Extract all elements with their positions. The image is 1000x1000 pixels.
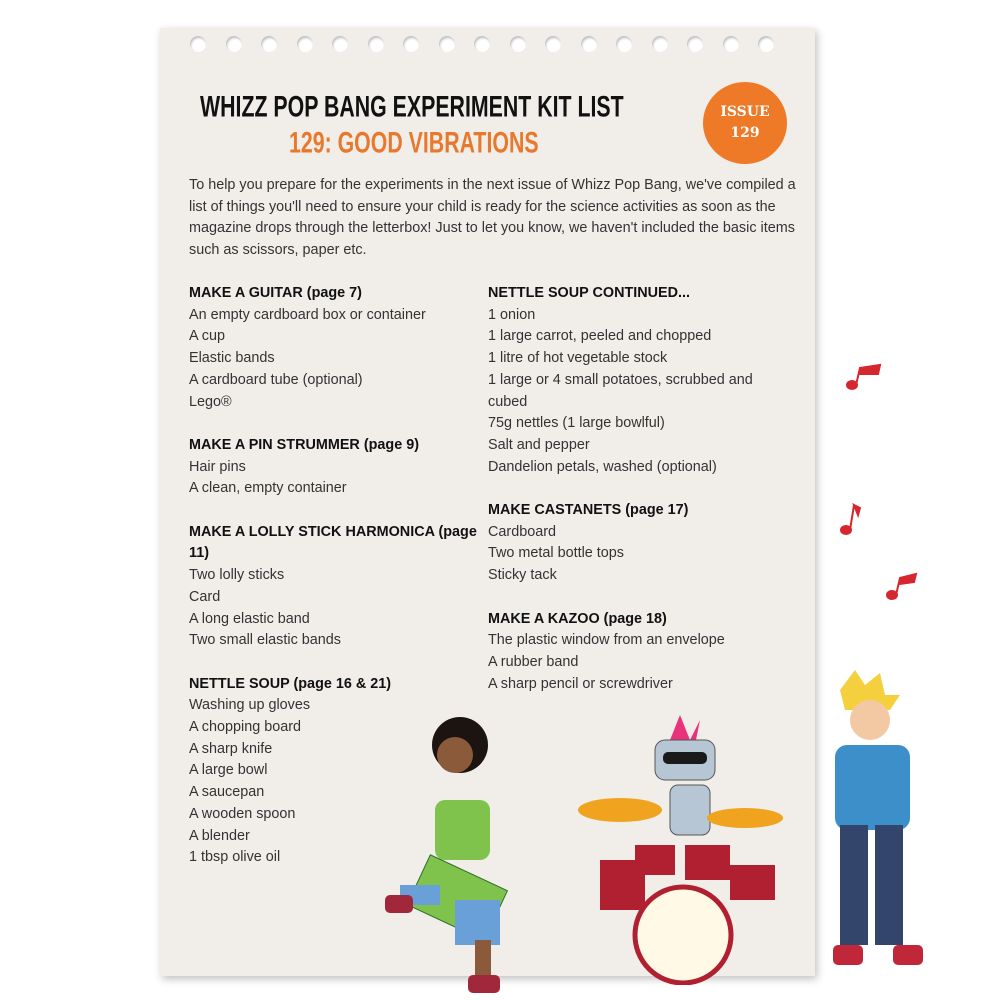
spiral-hole — [368, 36, 384, 52]
list-item: 1 onion — [488, 306, 536, 323]
right-column — [488, 283, 788, 717]
list-item: A cup — [189, 328, 226, 345]
page-subtitle: 129: GOOD VIBRATIONS — [289, 124, 539, 160]
spiral-hole — [403, 36, 419, 52]
list-item: A saucepan — [189, 784, 265, 801]
list-item: A large bowl — [189, 762, 268, 779]
list-item: Salt and pepper — [488, 436, 590, 453]
robot-drummer-illustration — [575, 700, 795, 985]
music-notes-icon — [840, 360, 930, 610]
spiral-hole — [545, 36, 561, 52]
list-item: Card — [189, 588, 221, 605]
section-heading: MAKE A PIN STRUMMER (page 9) — [189, 436, 419, 453]
spiral-hole — [226, 36, 242, 52]
kit-section — [488, 500, 788, 587]
spiral-hole — [652, 36, 668, 52]
spiral-hole — [297, 36, 313, 52]
list-item: A clean, empty container — [189, 480, 347, 497]
list-item: Two metal bottle tops — [488, 545, 624, 562]
badge-label: ISSUE — [720, 104, 770, 120]
issue-badge — [703, 82, 787, 164]
kit-section — [488, 283, 788, 478]
list-item: Sticky tack — [488, 567, 557, 584]
list-item: Two small elastic bands — [189, 632, 341, 649]
intro-paragraph: To help you prepare for the experiments in the next issue of Whizz Pop Bang, we've compiled a list of things you'll need to ensure your child is ready for the science activities as soon as the magazine drops through the letterbox! Just to let you know, we haven't included the basic items such as scissors, paper etc. — [189, 177, 796, 259]
spiral-hole — [439, 36, 455, 52]
list-item: Cardboard — [488, 523, 556, 540]
section-heading: NETTLE SOUP CONTINUED... — [488, 285, 691, 301]
list-item: 1 large carrot, peeled and chopped — [488, 328, 712, 345]
list-item: 75g nettles (1 large bowlful) — [488, 415, 665, 432]
list-item: 1 litre of hot vegetable stock — [488, 350, 668, 367]
kit-section — [189, 435, 479, 500]
section-heading: MAKE A GUITAR (page 7) — [189, 285, 362, 301]
list-item: A blender — [189, 827, 250, 844]
spiral-hole — [474, 36, 490, 52]
spiral-hole — [581, 36, 597, 52]
list-item: A rubber band — [488, 653, 579, 670]
spiral-hole — [332, 36, 348, 52]
list-item: Washing up gloves — [189, 697, 311, 714]
spiral-hole — [723, 36, 739, 52]
list-item: Two lolly sticks — [189, 567, 285, 584]
list-item: Elastic bands — [189, 350, 275, 367]
list-item: 1 large or 4 small potatoes, scrubbed and cubed — [488, 371, 753, 410]
spiral-hole — [687, 36, 703, 52]
page-title: WHIZZ POP BANG EXPERIMENT KIT LIST — [200, 88, 624, 124]
spiral-hole — [510, 36, 526, 52]
spiral-hole — [616, 36, 632, 52]
kit-section — [189, 522, 479, 652]
list-item: Hair pins — [189, 458, 246, 475]
kit-section — [488, 609, 788, 696]
list-item: The plastic window from an envelope — [488, 632, 725, 649]
list-item: Lego® — [189, 393, 232, 410]
spiral-holes — [190, 36, 774, 52]
list-item: A sharp pencil or screwdriver — [488, 675, 673, 692]
list-item: A wooden spoon — [189, 805, 296, 822]
section-heading: MAKE CASTANETS (page 17) — [488, 502, 689, 519]
list-item: A sharp knife — [189, 740, 273, 757]
spiral-hole — [261, 36, 277, 52]
list-item: A long elastic band — [189, 610, 310, 627]
section-heading: NETTLE SOUP (page 16 & 21) — [189, 675, 392, 692]
list-item: A cardboard tube (optional) — [189, 371, 363, 388]
section-heading: MAKE A KAZOO (page 18) — [488, 610, 667, 627]
list-item: A chopping board — [189, 719, 302, 736]
list-item: Dandelion petals, washed (optional) — [488, 458, 717, 475]
girl-guitarist-illustration — [380, 700, 560, 1000]
kit-section — [189, 283, 479, 413]
badge-number: 129 — [730, 125, 760, 141]
spiral-hole — [758, 36, 774, 52]
section-heading: MAKE A LOLLY STICK HARMONICA (page 11) — [189, 523, 477, 562]
list-item: An empty cardboard box or container — [189, 306, 426, 323]
list-item: 1 tbsp olive oil — [189, 849, 281, 866]
spiral-hole — [190, 36, 206, 52]
boy-kazoo-illustration — [805, 665, 935, 1000]
